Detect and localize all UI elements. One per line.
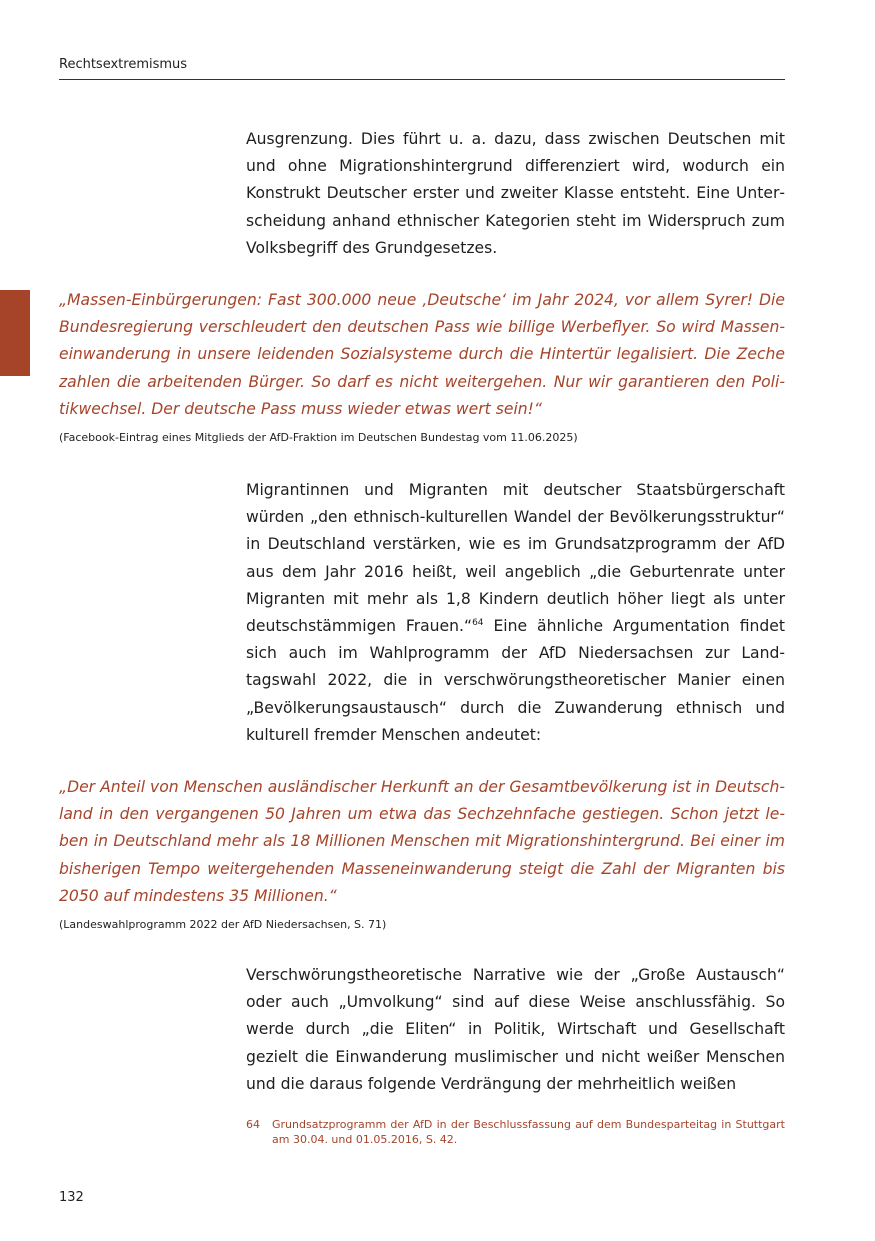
header-divider xyxy=(59,79,785,80)
quote-2-source: (Landeswahlprogramm 2022 der AfD Niedersachsen, S. 71) xyxy=(59,918,387,931)
page-number: 132 xyxy=(59,1190,84,1205)
body-paragraph-2-text-a: Migrantinnen und Migranten mit deutscher Staatsbürgerschaft würden „den ethnisch-kulturellen Wandel der Bevölkerungsstruktur“ in Deutschland verstärken, wie es im Grundsatzprogramm der AfD aus dem Jahr 2016 heißt, weil angeblich „die Geburtenrate unter Migranten mit mehr als 1,8 Kindern deutlich höher liegt als unter deutschstämmigen Frauen.“ xyxy=(246,481,785,636)
quote-1: „Massen-Einbürgerungen: Fast 300.000 neue ‚Deutsche‘ im Jahr 2024, vor allem Syrer! Die Bundesregierung verschleudert den deutschen Pass wie billige Werbeflyer. So wird Masseneinwanderung in unsere leidenden Sozialsysteme durch die Hintertür legalisiert. Die Zeche zahlen die arbeitenden Bürger. So darf es nicht weitergehen. Nur wir garantieren den Politikwechsel. Der deutsche Pass muss wieder etwas wert sein!“ xyxy=(59,291,785,418)
body-paragraph-2 xyxy=(246,477,785,749)
footnote-reference: 64 xyxy=(472,617,484,628)
footnote-number: 64 xyxy=(246,1118,260,1131)
quote-2: „Der Anteil von Menschen ausländischer Herkunft an der Gesamtbevölkerung ist in Deutschland in den vergangenen 50 Jahren um etwa das Sechzehnfache gestiegen. Schon jetzt leben in Deutschland mehr als 18 Millionen Menschen mit Migrationshintergrund. Bei einer im bisherigen Tempo weitergehenden Masseneinwanderung steigt die Zahl der Migranten bis 2050 auf mindestens 35 Millionen.“ xyxy=(59,778,785,905)
footnote-text: Grundsatzprogramm der AfD in der Beschlussfassung auf dem Bundesparteitag in Stuttgart am 30.04. und 01.05.2016, S. 42. xyxy=(272,1118,785,1146)
body-paragraph-2-text-b: Eine ähnliche Argumentation findet sich auch im Wahlprogramm der AfD Niedersachsen zur Landtagswahl 2022, die in verschwörungstheoretischer Manier einen „Bevölkerungsaustausch“ durch die Zuwanderung ethnisch und kulturell fremder Menschen andeutet: xyxy=(246,617,786,744)
quote-1-source: (Facebook-Eintrag eines Mitglieds der AfD-Fraktion im Deutschen Bundestag vom 11.06.2025) xyxy=(59,431,578,444)
body-paragraph-1: Ausgrenzung. Dies führt u. a. dazu, dass zwischen Deutschen mit und ohne Migrationshintergrund differenziert wird, wodurch ein Konstrukt Deutscher erster und zweiter Klasse entsteht. Eine Unterscheidung anhand ethnischer Kategorien steht im Widerspruch zum Volksbegriff des Grundgesetzes. xyxy=(246,130,785,257)
running-header: Rechtsextremismus xyxy=(59,57,188,72)
chapter-marker-tab xyxy=(0,290,30,376)
body-paragraph-3: Verschwörungstheoretische Narrative wie der „Große Austausch“ oder auch „Umvolkung“ sind auf diese Weise anschlussfähig. So werde durch „die Eliten“ in Politik, Wirtschaft und Gesellschaft gezielt die Einwanderung muslimischer und nicht weißer Menschen und die daraus folgende Verdrängung der mehrheitlich weißen xyxy=(246,966,785,1093)
footnote xyxy=(246,1117,785,1147)
